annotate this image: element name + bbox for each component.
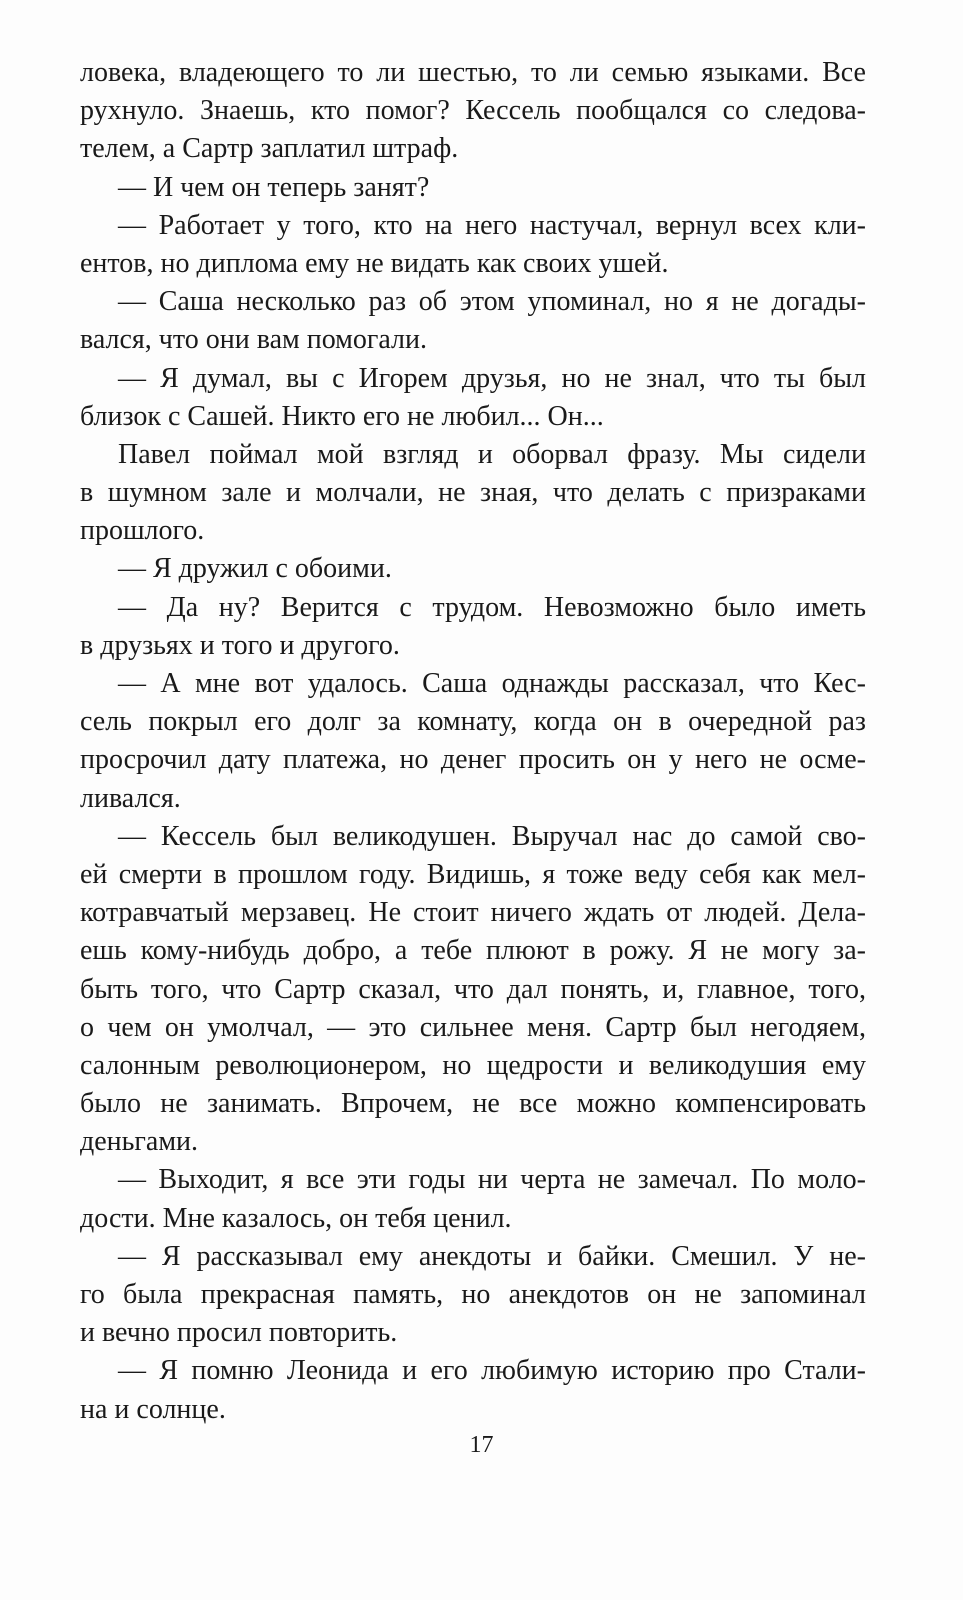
- page-number: 17: [469, 1432, 494, 1458]
- text-line: — Я помню Леонида и его любимую историю про Стали-: [118, 1355, 866, 1387]
- text-line: ей смерти в прошлом году. Видишь, я тоже веду себя как мел-: [80, 858, 866, 890]
- text-line: в друзьях и того и другого.: [80, 629, 400, 661]
- text-line: ливался.: [80, 782, 181, 814]
- text-line: — Саша несколько раз об этом упоминал, но я не догады-: [118, 286, 866, 318]
- text-line: и вечно просил повторить.: [80, 1317, 398, 1349]
- text-line: — Да ну? Верится с трудом. Невозможно было иметь: [118, 591, 866, 623]
- text-line: — А мне вот удалось. Саша однажды рассказал, что Кес-: [118, 668, 866, 699]
- text-line: прошлого.: [80, 515, 205, 547]
- text-line: дости. Мне казалось, он тебя ценил.: [80, 1202, 512, 1234]
- text-line: деньгами.: [80, 1126, 199, 1158]
- text-line: — Выходит, я все эти годы ни черта не замечал. По моло-: [118, 1164, 866, 1196]
- text-line: ловека, владеющего то ли шестью, то ли семью языками. Все: [80, 57, 866, 88]
- text-line: вался, что они вам помогали.: [80, 324, 428, 356]
- text-line: телем, а Сартр заплатил штраф.: [80, 133, 459, 165]
- text-line: — Я дружил с обоими.: [118, 553, 392, 585]
- text-line: Павел поймал мой взгляд и оборвал фразу. Мы сидели: [118, 438, 866, 470]
- text-line: — Работает у того, кто на него настучал, вернул всех кли-: [118, 209, 866, 241]
- text-line: салонным революционером, но щедрости и великодушия ему: [80, 1049, 866, 1081]
- text-line: сель покрыл его долг за комнату, когда он в очередной раз: [80, 706, 866, 738]
- text-line: ешь кому-нибудь добро, а тебе плюют в рожу. Я не могу за-: [80, 935, 866, 967]
- text-line: — Я думал, вы с Игорем друзья, но не знал, что ты был: [118, 362, 866, 394]
- text-line: — Я рассказывал ему анекдоты и байки. Смешил. У не-: [118, 1240, 866, 1272]
- text-line: на и солнце.: [80, 1393, 226, 1425]
- text-line: котравчатый мерзавец. Не стоит ничего ждать от людей. Дела-: [80, 897, 866, 929]
- text-line: рухнуло. Знаешь, кто помог? Кессель пообщался со следова-: [80, 95, 866, 127]
- text-line: о чем он умолчал, — это сильнее меня. Сартр был негодяем,: [80, 1011, 866, 1043]
- text-line: близок с Сашей. Никто его не любил... Он...: [80, 400, 604, 432]
- text-line: — И чем он теперь занят?: [118, 171, 430, 203]
- text-line: ентов, но диплома ему не видать как своих ушей.: [80, 247, 669, 279]
- text-line: в шумном зале и молчали, не зная, что делать с призраками: [80, 477, 866, 509]
- text-line: просрочил дату платежа, но денег просить он у него не осме-: [80, 744, 866, 776]
- text-line: го была прекрасная память, но анекдотов он не запоминал: [80, 1279, 866, 1310]
- text-line: быть того, что Сартр сказал, что дал понять, и, главное, того,: [80, 973, 866, 1005]
- text-line: было не занимать. Впрочем, не все можно компенсировать: [80, 1088, 866, 1120]
- page-text: [80, 54, 866, 1429]
- text-line: — Кессель был великодушен. Выручал нас до самой сво-: [118, 820, 866, 852]
